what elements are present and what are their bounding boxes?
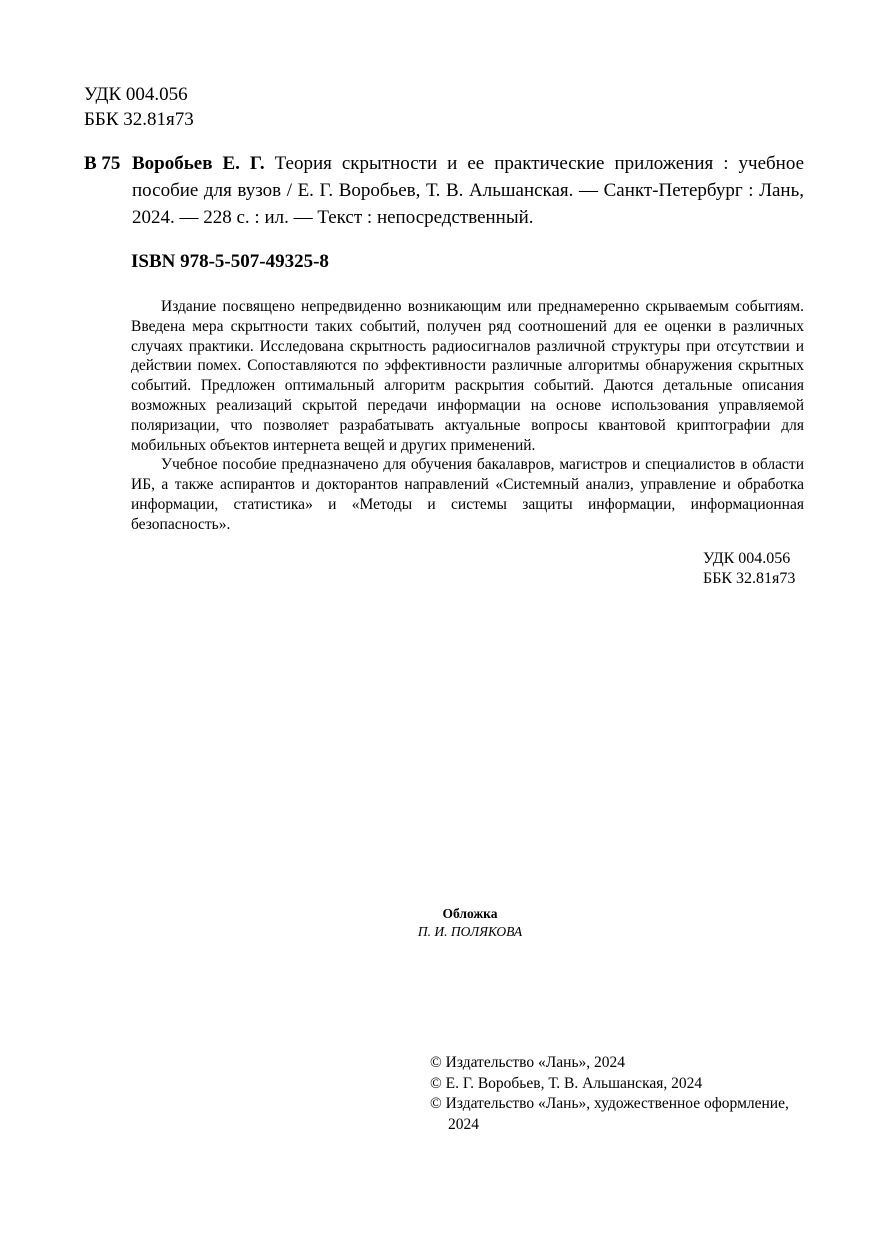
cover-artist: П. И. ПОЛЯКОВА <box>417 924 523 939</box>
bbk-code-right: ББК 32.81я73 <box>703 569 796 587</box>
bibliographic-description-block <box>132 150 804 231</box>
copyright-line: © Е. Г. Воробьев, Т. В. Альшанская, 2024 <box>430 1074 703 1092</box>
classification-header <box>84 82 194 132</box>
bibliographic-description: Теория скрытности и ее практические приложения : учебное пособие для вузов / Е. Г. Воробьев, Т. В. Альшанская. — Санкт-Петербург : Лань, 2024. — 228 с. : ил. — Текст : непосредственный. <box>132 153 805 228</box>
isbn: ISBN 978-5-507-49325-8 <box>131 251 329 272</box>
cover-label: Обложка <box>442 906 498 921</box>
classification-right <box>703 549 795 588</box>
bibliographic-entry <box>84 150 804 231</box>
udk-code: УДК 004.056 <box>84 84 188 105</box>
copyright-line: © Издательство «Лань», художественное оформление, 2024 <box>430 1095 789 1133</box>
bbk-code: ББК 32.81я73 <box>84 109 194 130</box>
udk-code-right: УДК 004.056 <box>703 550 791 567</box>
author-name: Воробьев Е. Г. <box>132 153 265 174</box>
copyright-notices <box>430 1053 790 1135</box>
annotation-paragraph: Издание посвящено непредвиденно возникающим или преднамеренно скрываемым событиям. Введена мера скрытности таких событий, получен ряд соотношений для ее оценки в различных случаях практики. Исследована скрытность радиосигналов различной структуры при отсутствии и действии помех. Сопоставляются по эффективности различные алгоритмы обнаружения скрытных событий. Предложен оптимальный алгоритм раскрытия событий. Даются детальные описания возможных реализаций скрытой передачи информации на основе использования управляемой поляризации, что позволяет разрабатывать актуальные вопросы квантовой криптографии для мобильных объектов интернета вещей и других применений. <box>131 298 804 454</box>
annotation-paragraph: Учебное пособие предназначено для обучения бакалавров, магистров и специалистов в области ИБ, а также аспирантов и докторантов направлений «Системный анализ, управление и обработка информации, статистика» и «Методы и системы защиты информации, информационная безопасность». <box>131 456 804 533</box>
copyright-line: © Издательство «Лань», 2024 <box>430 1054 626 1071</box>
cover-credit <box>320 905 620 941</box>
annotation <box>131 297 804 535</box>
author-mark: В 75 <box>84 153 121 174</box>
